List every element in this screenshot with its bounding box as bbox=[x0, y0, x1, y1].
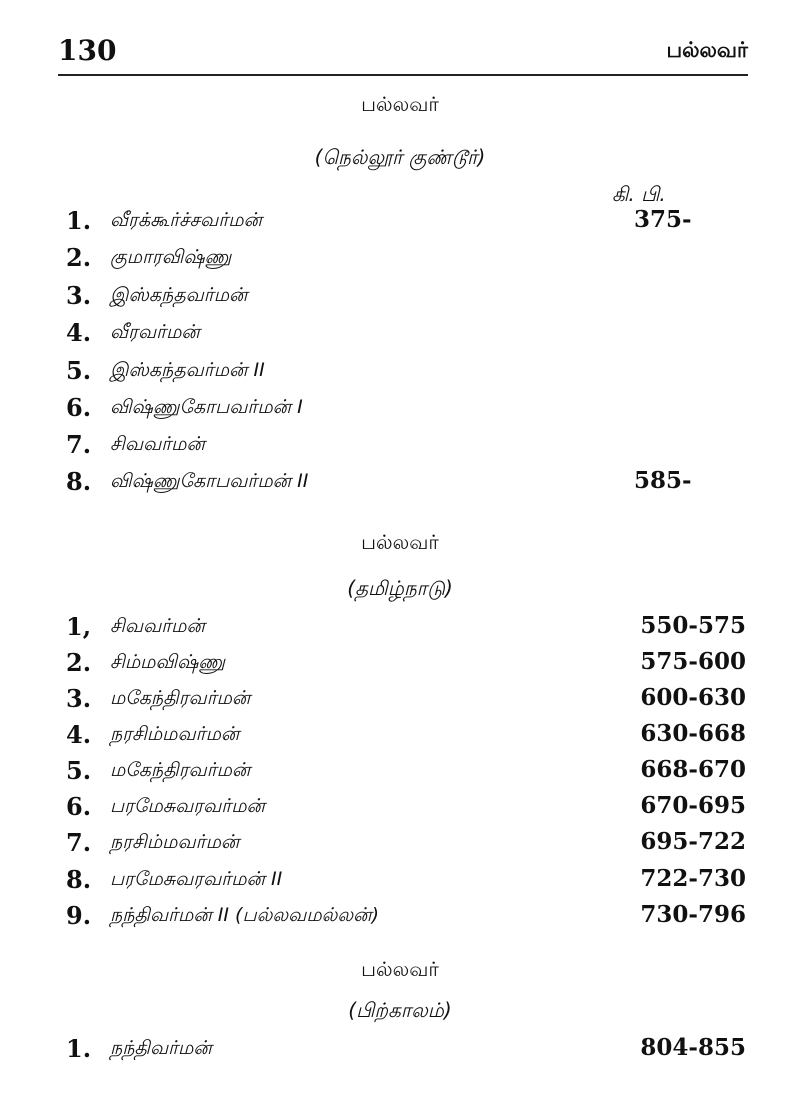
ruler-name: இஸ்கந்தவர்மன் bbox=[110, 284, 248, 306]
ruler-name: சிவவர்மன் bbox=[110, 615, 205, 637]
section-subtitle: (தமிழ்நாடு) bbox=[347, 576, 453, 600]
ruler-name: நரசிம்மவர்மன் bbox=[110, 831, 240, 853]
item-number: 8. bbox=[66, 467, 92, 496]
list-item bbox=[66, 243, 746, 279]
list-item bbox=[66, 430, 746, 466]
list-item bbox=[66, 318, 746, 354]
ruler-name: சிவவர்மன் bbox=[110, 433, 205, 455]
section-title: பல்லவர் bbox=[361, 957, 439, 981]
reign-period: 695-722 bbox=[640, 828, 746, 855]
item-number: 6. bbox=[66, 393, 92, 422]
ruler-name: நந்திவர்மன் II (பல்லவமல்லன்) bbox=[110, 904, 380, 926]
list-item bbox=[66, 206, 746, 242]
item-number: 2. bbox=[66, 648, 92, 677]
reign-period: 585- bbox=[634, 467, 692, 494]
item-number: 7. bbox=[66, 828, 92, 857]
list-item bbox=[66, 356, 746, 392]
section-title: பல்லவர் bbox=[361, 92, 439, 116]
reign-period: 668-670 bbox=[640, 756, 746, 783]
item-number: 2. bbox=[66, 243, 92, 272]
column-head-era: கி. பி. bbox=[612, 182, 666, 206]
section-subtitle: (நெல்லூர் குண்டூர்) bbox=[314, 145, 486, 169]
item-number: 1, bbox=[66, 612, 92, 641]
list-item bbox=[66, 828, 746, 864]
list-item bbox=[66, 720, 746, 756]
list-item bbox=[66, 756, 746, 792]
item-number: 1. bbox=[66, 1034, 92, 1063]
ruler-name: வீரவர்மன் bbox=[110, 321, 200, 343]
list-item bbox=[66, 1034, 746, 1070]
running-head: பல்லவர் bbox=[666, 38, 748, 62]
list-item bbox=[66, 393, 746, 429]
ruler-name: மகேந்திரவர்மன் bbox=[110, 759, 251, 781]
ruler-name: விஷ்ணுகோபவர்மன் II bbox=[110, 470, 309, 492]
item-number: 5. bbox=[66, 756, 92, 785]
list-item bbox=[66, 684, 746, 720]
reign-period: 550-575 bbox=[640, 612, 746, 639]
list-item bbox=[66, 648, 746, 684]
reign-period: 600-630 bbox=[640, 684, 746, 711]
ruler-name: நரசிம்மவர்மன் bbox=[110, 723, 240, 745]
reign-period: 804-855 bbox=[640, 1034, 746, 1061]
reign-period: 730-796 bbox=[640, 901, 746, 928]
section-title: பல்லவர் bbox=[361, 530, 439, 554]
ruler-name: சிம்மவிஷ்ணு bbox=[110, 651, 226, 673]
ruler-name: விஷ்ணுகோபவர்மன் I bbox=[110, 396, 303, 418]
item-number: 3. bbox=[66, 281, 92, 310]
section-subtitle: (பிற்காலம்) bbox=[348, 998, 452, 1022]
list-item bbox=[66, 901, 746, 937]
item-number: 8. bbox=[66, 865, 92, 894]
ruler-name: குமாரவிஷ்ணு bbox=[110, 246, 232, 268]
ruler-name: பரமேசுவரவர்மன் bbox=[110, 795, 265, 817]
list-item bbox=[66, 467, 746, 503]
reign-period: 722-730 bbox=[640, 865, 746, 892]
list-item bbox=[66, 792, 746, 828]
reign-period: 575-600 bbox=[640, 648, 746, 675]
ruler-name: இஸ்கந்தவர்மன் II bbox=[110, 359, 265, 381]
list-item bbox=[66, 612, 746, 648]
item-number: 9. bbox=[66, 901, 92, 930]
item-number: 3. bbox=[66, 684, 92, 713]
ruler-name: பரமேசுவரவர்மன் II bbox=[110, 868, 283, 890]
reign-period: 375- bbox=[634, 206, 692, 233]
page-number: 130 bbox=[58, 34, 117, 67]
list-item bbox=[66, 281, 746, 317]
item-number: 7. bbox=[66, 430, 92, 459]
item-number: 6. bbox=[66, 792, 92, 821]
list-item bbox=[66, 865, 746, 901]
item-number: 5. bbox=[66, 356, 92, 385]
item-number: 4. bbox=[66, 720, 92, 749]
page-header bbox=[58, 34, 748, 76]
item-number: 1. bbox=[66, 206, 92, 235]
item-number: 4. bbox=[66, 318, 92, 347]
reign-period: 670-695 bbox=[640, 792, 746, 819]
ruler-name: மகேந்திரவர்மன் bbox=[110, 687, 251, 709]
ruler-name: வீரக்கூர்ச்சவர்மன் bbox=[110, 209, 262, 231]
ruler-name: நந்திவர்மன் bbox=[110, 1037, 212, 1059]
reign-period: 630-668 bbox=[640, 720, 746, 747]
